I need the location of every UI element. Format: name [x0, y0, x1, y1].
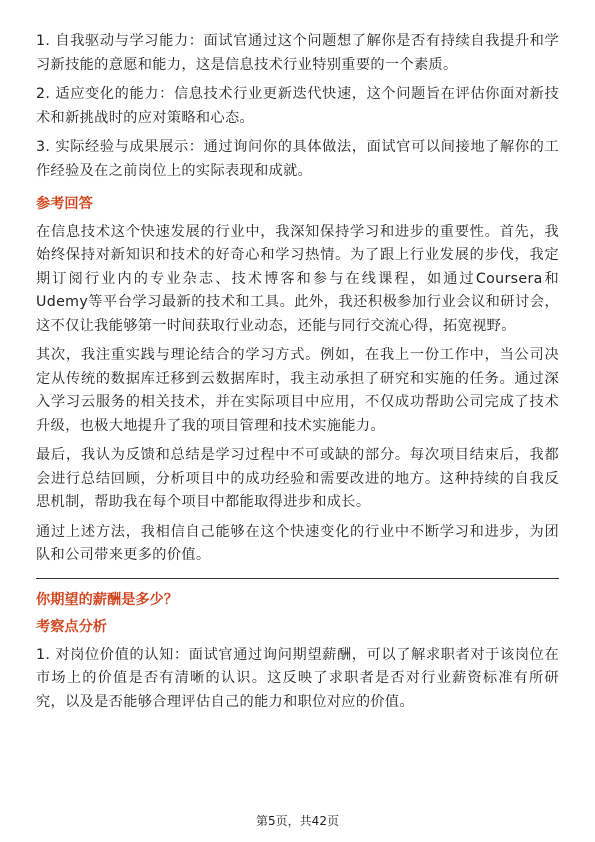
question-title: 你期望的薪酬是多少？	[36, 591, 178, 608]
section-divider	[36, 578, 559, 579]
analysis-heading: 考察点分析	[36, 619, 107, 635]
answer-paragraph: 其次，我注重实践与理论结合的学习方式。例如，在我上一份工作中，当公司决定从传统的数据库迁移到云数据库时，我主动承担了研究和实施的任务。通过深入学习云服务的相关技术，并在实际项目中应用，不仅成功帮助公司完成了技术升级，也极大地提升了我的项目管理和技术实施能力。	[36, 347, 559, 434]
intro-point: 3. 实际经验与成果展示：通过询问你的具体做法，面试官可以间接地了解你的工作经验及在之前岗位上的实际表现和成就。	[36, 139, 559, 179]
page-footer: 第5页，共42页	[256, 814, 339, 828]
answer-heading: 参考回答	[36, 196, 93, 212]
analysis-point: 1. 对岗位价值的认知：面试官通过询问期望薪酬，可以了解求职者对于该岗位在市场上的价值是否有清晰的认识。这反映了求职者是否对行业薪资标准有所研究，以及是否能够合理评估自己的能力和职位对应的价值。	[36, 646, 559, 710]
intro-point: 1. 自我驱动与学习能力：面试官通过这个问题想了解你是否有持续自我提升和学习新技能的意愿和能力，这是信息技术行业特别重要的一个素质。	[36, 33, 559, 73]
answer-paragraph: 最后，我认为反馈和总结是学习过程中不可或缺的部分。每次项目结束后，我都会进行总结回顾，分析项目中的成功经验和需要改进的地方。这种持续的自我反思机制，帮助我在每个项目中都能取得进步和成长。	[36, 447, 559, 510]
answer-paragraph: 通过上述方法，我相信自己能够在这个快速变化的行业中不断学习和进步，为团队和公司带来更多的价值。	[36, 523, 559, 563]
intro-point: 2. 适应变化的能力：信息技术行业更新迭代快速，这个问题旨在评估你面对新技术和新挑战时的应对策略和心态。	[36, 86, 559, 126]
document-page	[36, 30, 559, 714]
answer-paragraph: 在信息技术这个快速发展的行业中，我深知保持学习和进步的重要性。首先，我始终保持对新知识和技术的好奇心和学习热情。为了跟上行业发展的步伐，我定期订阅行业内的专业杂志、技术博客和参与在线课程，如通过Coursera和Udemy等平台学习最新的技术和工具。此外，我还积极参加行业会议和研讨会，这不仅让我能够第一时间获取行业动态，还能与同行交流心得，拓宽视野。	[36, 223, 559, 334]
